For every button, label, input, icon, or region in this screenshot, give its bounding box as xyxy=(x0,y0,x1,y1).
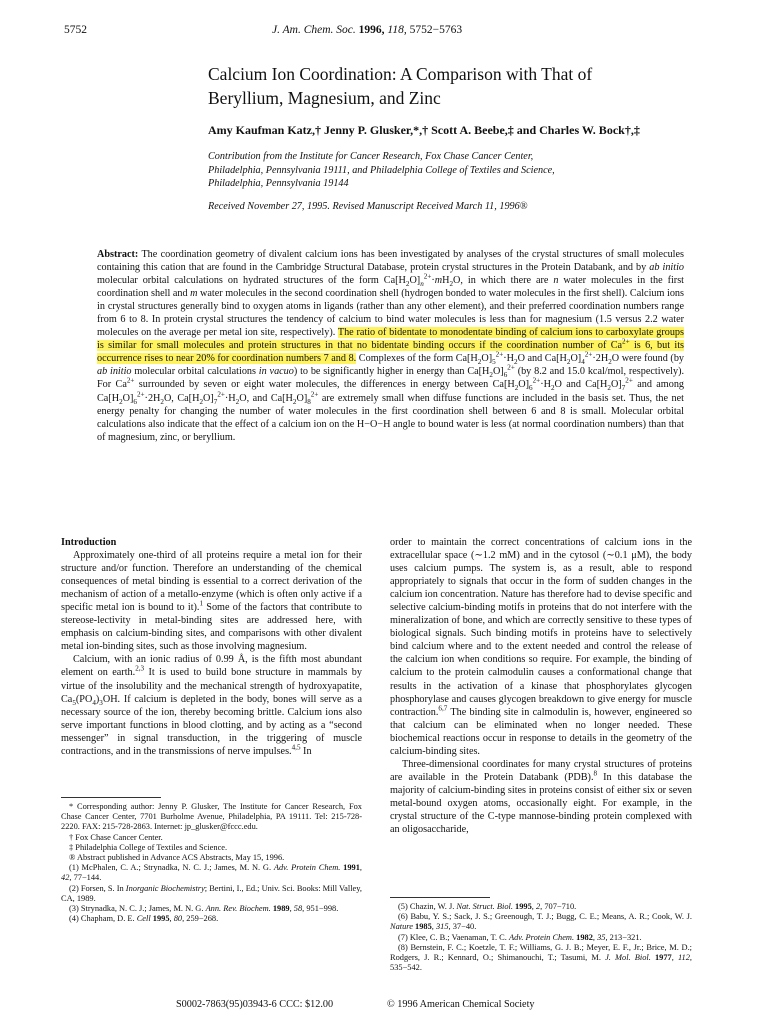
corresponding-author-footnote: * Corresponding author: Jenny P. Glusker, The Institute for Cancer Research, Fox Chase Cancer Center, 7701 Burholme Avenue, Philadelphia, PA 19111. Tel: 215-728-2220. FAX: 215-728-2863. Internet: jp_glusker@fccc.edu. xyxy=(61,802,362,832)
affiliation-line-3: Philadelphia, Pennsylvania 19144 xyxy=(208,178,349,189)
intro-paragraph-2-continued: order to maintain the correct concentrations of calcium ions in the extracellular space (∼1.2 mM) and in the cytosol (∼0.1 μM), the body uses calcium pumps. The system is, as a result, able to respond appropriately to signals that occur in the form of sudden changes in the calcium ion concentration. Nature has therefore had to devise specific and selective calcium-binding motifs in proteins that do not interfere with the mineralization of bone, and which are correctly sensitive to these types of biological signals. Such binding motifs in proteins have to selectively bind calcium where and to the extent needed and control the release of the calcium ion when conditions so require. For example, the binding of calcium to the protein calmodulin causes a conformational change that results in the activation of a kinase that phosphorylates glycogen phosphorylase and causes glycogen breakdown to give energy for muscle contraction.$^{6,7}$ The binding site in calmodulin is, however, engineered so that calcium can be eliminated when no longer needed. These biochemical reactions occur in response to details in the geometry of the calcium-binding sites. xyxy=(390,537,692,757)
right-column xyxy=(390,536,692,836)
reference-1: (1) McPhalen, C. A.; Strynadka, N. C. J.; James, M. N. G. Adv. Protein Chem. 1991, 42, 77−144. xyxy=(61,863,363,883)
reference-4: (4) Chapham, D. E. Cell 1995, 80, 259−268. xyxy=(69,914,219,924)
footnotes-right xyxy=(390,902,692,973)
reference-7: (7) Klee, C. B.; Vaenaman, T. C. Adv. Protein Chem. 1982, 35, 213−321. xyxy=(398,932,642,942)
highlighted-sentence: The ratio of bidentate to monodentate binding of calcium ions to carboxylate groups is similar for small molecules and protein structures in that no bidentate binding occurs if the coordination number of $Ca^{2+}$ is 6, but its occurrence rises to near 20% for coordination numbers 7 and 8. xyxy=(97,327,684,365)
intro-paragraph-2: Calcium, with an ionic radius of 0.99 Å, is the fifth most abundant element on earth.$^{2,3}$ It is used to build bone structure in mammals by virtue of the insolubility and the mechanical strength of hydroxyapatite, $Ca_5(PO_4)_3OH$. If calcium is depleted in the body, bones will serve as a necessary source of the ion, thereby becoming brittle. Calcium ions also serve important functions in blood clotting, and by acting as a “second messenger” in signal transduction, in the triggering of muscle contractions, and in the transmissions of nerve impulses.$^{4,5}$ In xyxy=(61,654,362,757)
received-dates: Received November 27, 1995. Revised Manuscript Received March 11, 1996® xyxy=(208,201,528,212)
footnotes-left xyxy=(61,802,362,924)
intro-paragraph-1: Approximately one-third of all proteins require a metal ion for their structure and/or function. Therefore an understanding of the chemical consequences of metal binding is essential to a correct derivation of the mechanism of action of a metallo-enzyme (which is often only active if a specific metal ion is bound to it).$^1$ Some of the factors that contribute to stereose-lectivity in metal-binding sites are addressed here, with emphasis on calcium-binding sites, and comparisons with other divalent metal ion-binding sites, such as those involving magnesium. xyxy=(61,550,362,653)
title-line-1: Calcium Ion Coordination: A Comparison with That of xyxy=(208,64,593,84)
article-title xyxy=(208,62,728,110)
journal-citation xyxy=(272,24,462,36)
affiliation xyxy=(208,150,718,191)
journal-name: J. Am. Chem. Soc. xyxy=(272,24,356,36)
journal-pages: 5752−5763 xyxy=(409,24,463,36)
title-line-2: Beryllium, Magnesium, and Zinc xyxy=(208,88,441,108)
affiliation-footnote-1: † Fox Chase Cancer Center. xyxy=(69,832,163,842)
footnote-rule-left xyxy=(61,797,161,798)
introduction-heading: Introduction xyxy=(61,537,117,548)
reference-6: (6) Babu, Y. S.; Sack, J. S.; Greenough, T. J.; Bugg, C. E.; Means, A. R.; Cook, W. J. Nature 1985, 315, 37−40. xyxy=(390,912,692,932)
journal-volume: 118, xyxy=(387,24,407,36)
reference-2: (2) Forsen, S. In Inorganic Biochemistry; Bertini, I., Ed.; Univ. Sci. Books: Mill Valley, CA, 1989. xyxy=(61,883,362,903)
abstract: Abstract: The coordination geometry of divalent calcium ions has been investigated by analyses of the crystal structures of small molecules containing this cation that are found in the Cambridge Structural Database, protein crystal structures in the Protein Databank, and by ab initio molecular orbital calculations on hydrated structures of the form $Ca[H_2O]_n^{2+}\cdot mH_2O$, in which there are n water molecules in the first coordination shell and m water molecules in the second coordination shell (hydrogen bonded to water molecules in the first shell). Calcium ions in crystal structures generally bind to oxygen atoms in ligands (rather than any other element), and their preferred coordination numbers range from 6 to 8. In protein crystal structures the tendency of calcium to bind water molecules is less than for magnesium (1.5 versus 2.2 water molecules on the average per metal ion site, respectively). The ratio of bidentate to monodentate binding of calcium ions to carboxylate groups is similar for small molecules and protein structures in that no bidentate binding occurs if the coordination number of $Ca^{2+}$ is 6, but its occurrence rises to near 20% for coordination numbers 7 and 8. Complexes of the form $Ca[H_2O]_5^{2+}\cdot H_2O$ and $Ca[H_2O]_4^{2+}\cdot 2H_2O$ were found (by ab initio molecular orbital calculations in vacuo) to be significantly higher in energy than $Ca[H_2O]_6^{2+}$ (by 8.2 and 15.0 kcal/mol, respectively). For $Ca^{2+}$ surrounded by seven or eight water molecules, the differences in energy between $Ca[H_2O]_6^{2+}\cdot H_2O$ and $Ca[H_2O]_7^{2+}$ and among $Ca[H_2O]_6^{2+}\cdot 2H_2O$, $Ca[H_2O]_7^{2+}\cdot H_2O$, and $Ca[H_2O]_8^{2+}$ are extremely small when diffuse functions are included in the basis set. Thus, the net energy penalty for changing the number of water molecules in the first coordination shell between 6 and 8 is small. Molecular orbital calculations also indicate that the effect of a calcium ion on the H−O−H angle to bound water is less (at normal coordination numbers) than that of magnesium, zinc, or beryllium. xyxy=(97,249,685,443)
intro-paragraph-3: Three-dimensional coordinates for many crystal structures of proteins are available in the Protein Databank (PDB).$^8$ In this database the majority of calcium-binding sites in proteins consist of either six or seven metal-bound oxygen atoms, occasionally eight. For example, in the crystal structure of the C-type mannose-binding protein complexed with an oligosaccharide, xyxy=(390,758,692,836)
reference-8: (8) Bernstein, F. C.; Koetzle, T. F.; Williams, G. J. B.; Meyer, E. F., Jr.; Brice, M. D.; Rodgers, J. R.; Kennard, O.; Shimanouchi, T.; Tasumi, M. J. Mol. Biol. 1977, 112, 535−542. xyxy=(390,942,692,973)
journal-year: 1996, xyxy=(358,24,385,36)
footnote-rule-right xyxy=(390,897,490,898)
doi-price-line: S0002-7863(95)03943-6 CCC: $12.00 xyxy=(176,999,334,1010)
affiliation-footnote-2: ‡ Philadelphia College of Textiles and Science. xyxy=(69,842,228,852)
authors: Amy Kaufman Katz,† Jenny P. Glusker,*,† Scott A. Beebe,‡ and Charles W. Bock†,‡ xyxy=(208,123,640,137)
page-number: 5752 xyxy=(64,24,87,36)
copyright-line: © 1996 American Chemical Society xyxy=(387,999,535,1010)
abstract-label: Abstract: xyxy=(97,249,139,260)
affiliation-line-2: Philadelphia, Pennsylvania 19111, and Philadelphia College of Textiles and Science, xyxy=(208,164,555,176)
advance-abstract-footnote: ® Abstract published in Advance ACS Abstracts, May 15, 1996. xyxy=(69,853,285,863)
reference-5: (5) Chazin, W. J. Nat. Struct. Biol. 1995, 2, 707−710. xyxy=(398,902,577,911)
reference-3: (3) Strynadka, N. C. J.; James, M. N. G. Ann. Rev. Biochem. 1989, 58, 951−998. xyxy=(69,904,339,914)
affiliation-line-1: Contribution from the Institute for Cancer Research, Fox Chase Cancer Center, xyxy=(208,151,534,162)
left-column xyxy=(61,536,362,758)
